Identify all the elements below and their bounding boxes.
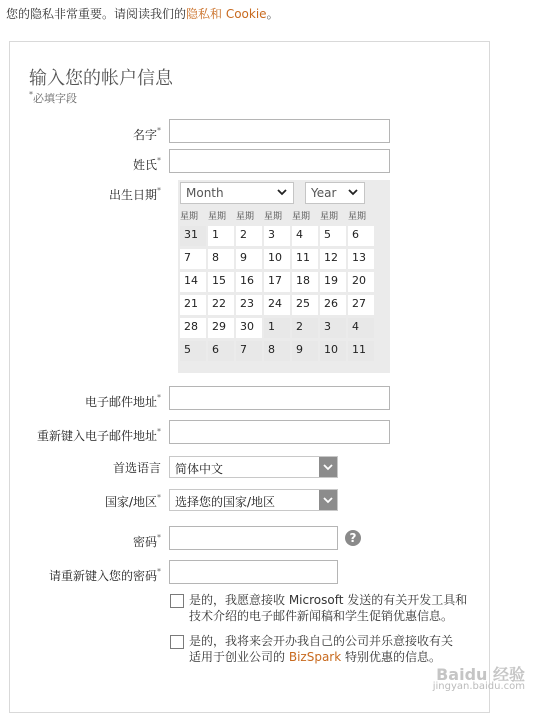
password-label [133, 533, 161, 550]
required-mark: * [157, 533, 161, 542]
weekday-label: 星期 [180, 212, 199, 222]
weekday-label: 星期 [208, 212, 227, 222]
required-mark: * [157, 567, 161, 576]
calendar-day[interactable]: 6 [348, 226, 374, 246]
month-select-value: Month [186, 186, 224, 200]
last-name-input[interactable] [169, 149, 390, 173]
weekday-label: 星期 [264, 212, 283, 222]
calendar-day[interactable]: 16 [236, 272, 262, 292]
required-mark: * [157, 186, 161, 195]
required-mark: * [157, 156, 161, 165]
calendar-day[interactable]: 20 [348, 272, 374, 292]
calendar-day[interactable]: 6 [208, 341, 234, 361]
newsletter-consent-line2: 技术介绍的电子邮件新闻稿和学生促销优惠信息。 [189, 609, 454, 623]
bizspark-consent-line2 [189, 649, 453, 665]
calendar-day[interactable]: 13 [348, 249, 374, 269]
first-name-label-text: 名字 [132, 128, 157, 142]
language-label: 首选语言 [112, 461, 161, 475]
watermark [432, 665, 525, 693]
country-label-text: 国家/地区 [104, 495, 157, 509]
calendar-day[interactable]: 15 [208, 272, 234, 292]
calendar-day[interactable]: 9 [236, 249, 262, 269]
birth-date-label [109, 186, 161, 203]
language-select-value: 简体中文 [175, 462, 224, 476]
email-label-text: 电子邮件地址 [84, 395, 157, 409]
reenter-password-label [49, 567, 161, 584]
calendar-day[interactable]: 7 [236, 341, 262, 361]
reenter-password-label-text: 请重新键入您的密码 [48, 569, 157, 583]
dropdown-button[interactable] [319, 490, 337, 510]
month-select[interactable] [180, 182, 294, 204]
calendar-day[interactable]: 2 [292, 318, 318, 338]
email-label [85, 393, 161, 410]
privacy-notice [6, 5, 279, 22]
chevron-down-icon [323, 496, 333, 504]
calendar-day[interactable]: 8 [208, 249, 234, 269]
reenter-email-input[interactable] [169, 420, 390, 444]
calendar-day[interactable]: 14 [180, 272, 206, 292]
reenter-email-label-text: 重新键入电子邮件地址 [36, 429, 157, 443]
password-label-text: 密码 [132, 535, 157, 549]
calendar-day[interactable]: 4 [348, 318, 374, 338]
chevron-down-icon [323, 463, 333, 471]
required-note-text: 必填字段 [33, 92, 77, 105]
chevron-down-icon [348, 187, 358, 197]
watermark-url: jingyan.baidu.com [432, 681, 525, 692]
calendar-day[interactable]: 19 [320, 272, 346, 292]
calendar-day[interactable]: 10 [264, 249, 290, 269]
calendar-day[interactable]: 2 [236, 226, 262, 246]
privacy-notice-text: 您的隐私非常重要。请阅读我们的 [6, 7, 187, 21]
last-name-label-text: 姓氏 [132, 158, 157, 172]
required-mark: * [157, 393, 161, 402]
calendar-day[interactable]: 9 [292, 341, 318, 361]
calendar-day[interactable]: 25 [292, 295, 318, 315]
calendar-day[interactable]: 23 [236, 295, 262, 315]
year-select[interactable] [305, 182, 365, 204]
calendar-day[interactable]: 1 [264, 318, 290, 338]
calendar-day[interactable]: 10 [320, 341, 346, 361]
calendar-day[interactable]: 30 [236, 318, 262, 338]
calendar-day[interactable]: 8 [264, 341, 290, 361]
calendar-day[interactable]: 7 [180, 249, 206, 269]
calendar-day[interactable]: 18 [292, 272, 318, 292]
year-select-value: Year [311, 186, 337, 200]
calendar-day[interactable]: 12 [320, 249, 346, 269]
bizspark-consent-post: 特别优惠的信息。 [345, 650, 442, 664]
calendar-day[interactable]: 5 [180, 341, 206, 361]
reenter-email-label [37, 427, 161, 444]
bizspark-consent-pre: 适用于创业公司的 [189, 650, 286, 664]
calendar-day[interactable]: 26 [320, 295, 346, 315]
newsletter-consent-line1: 是的，我愿意接收 Microsoft 发送的有关开发工具和 [189, 593, 468, 607]
required-mark: * [29, 90, 33, 99]
calendar-day[interactable]: 17 [264, 272, 290, 292]
first-name-input[interactable] [169, 119, 390, 143]
calendar-day[interactable]: 31 [180, 226, 206, 246]
bizspark-checkbox[interactable] [170, 635, 184, 649]
language-select[interactable] [169, 456, 338, 478]
required-mark: * [157, 126, 161, 135]
help-icon[interactable]: ? [345, 530, 361, 546]
calendar-day[interactable]: 24 [264, 295, 290, 315]
dropdown-button[interactable] [319, 457, 337, 477]
calendar-day[interactable]: 11 [292, 249, 318, 269]
birth-date-picker [178, 180, 390, 373]
calendar-day[interactable]: 3 [264, 226, 290, 246]
weekday-label: 星期 [236, 212, 255, 222]
country-label [105, 493, 161, 510]
birth-date-label-text: 出生日期 [108, 188, 157, 202]
newsletter-checkbox[interactable] [170, 594, 184, 608]
password-input[interactable] [169, 526, 338, 550]
calendar-day[interactable]: 1 [208, 226, 234, 246]
bizspark-consent-text [189, 633, 453, 665]
calendar-day[interactable]: 11 [348, 341, 374, 361]
calendar-day[interactable]: 21 [180, 295, 206, 315]
last-name-label [133, 156, 161, 173]
bizspark-consent-line1: 是的，我将来会开办我自己的公司并乐意接收有关 [189, 634, 454, 648]
reenter-password-input[interactable] [169, 560, 338, 584]
chevron-down-icon [277, 187, 287, 197]
bizspark-link[interactable]: BizSpark [288, 650, 342, 664]
first-name-label [133, 126, 161, 143]
country-select-value: 选择您的国家/地区 [175, 495, 276, 509]
weekday-label: 星期 [320, 212, 339, 222]
calendar-day[interactable]: 29 [208, 318, 234, 338]
watermark-brand: Baidu 经验 [436, 665, 525, 684]
calendar-day[interactable]: 28 [180, 318, 206, 338]
country-select[interactable] [169, 489, 338, 511]
required-mark: * [157, 493, 161, 502]
newsletter-consent-text [189, 592, 467, 624]
form-title: 输入您的帐户信息 [29, 68, 173, 89]
privacy-notice-suffix: 。 [266, 7, 279, 21]
weekday-label: 星期 [348, 212, 367, 222]
required-mark: * [157, 427, 161, 436]
calendar-day[interactable]: 4 [292, 226, 318, 246]
calendar-day[interactable]: 27 [348, 295, 374, 315]
calendar-day[interactable]: 3 [320, 318, 346, 338]
email-input[interactable] [169, 386, 390, 410]
calendar-day[interactable]: 5 [320, 226, 346, 246]
required-fields-note [29, 90, 77, 106]
weekday-label: 星期 [292, 212, 311, 222]
privacy-cookie-link[interactable]: 隐私和 Cookie [186, 7, 267, 21]
calendar-day[interactable]: 22 [208, 295, 234, 315]
